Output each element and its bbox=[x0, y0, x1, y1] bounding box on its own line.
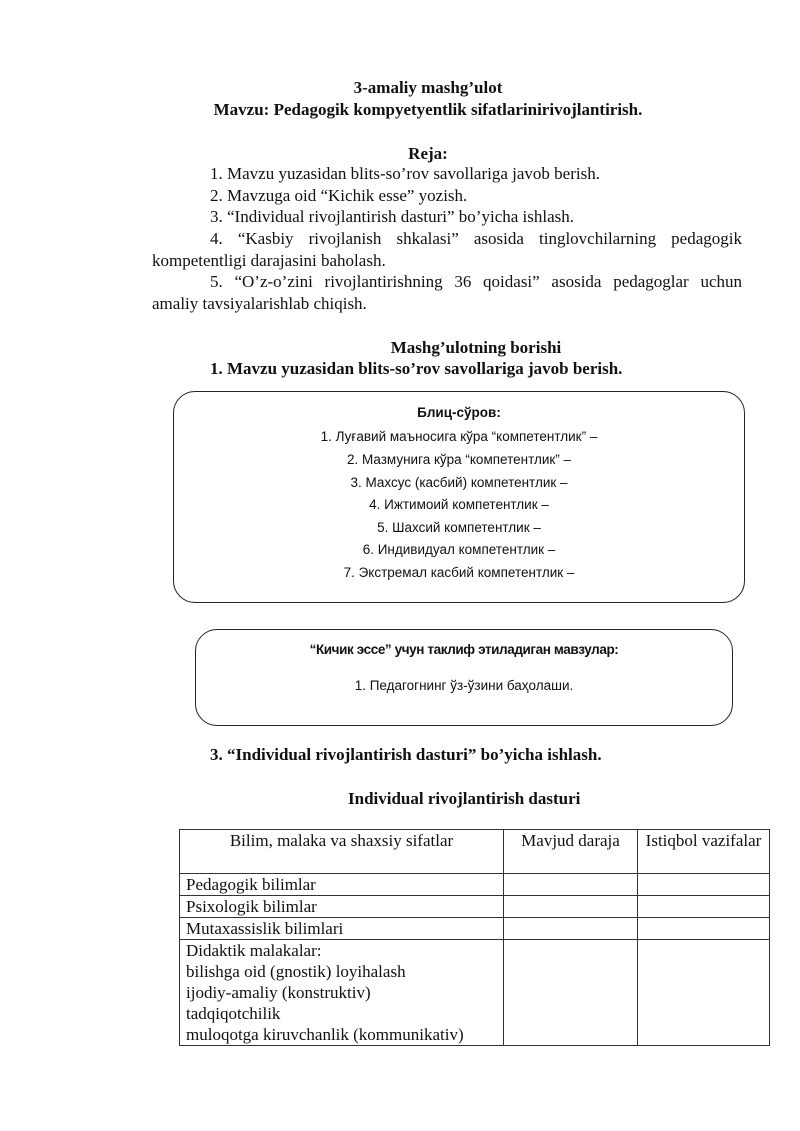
plan-item-4-cont: kompetentligi darajasini baholash. bbox=[152, 251, 386, 270]
blitz-item: 6. Индивидуал компетентлик – bbox=[362, 542, 556, 557]
progress-heading: Mashg’ulotning borishi bbox=[390, 338, 562, 357]
table-cell: Psixologik bilimlar bbox=[180, 896, 504, 918]
plan-item-3: 3. “Individual rivojlantirish dasturi” bo’yicha ishlash. bbox=[210, 207, 575, 226]
program-title: Individual rivojlantirish dasturi bbox=[348, 789, 581, 808]
essay-item: 1. Педагогнинг ўз-ўзини баҳолаши. bbox=[354, 678, 574, 693]
table-cell: Pedagogik bilimlar bbox=[180, 874, 504, 896]
table-row-didactic bbox=[180, 940, 770, 1046]
didactic-line: tadqiqotchilik bbox=[186, 1004, 281, 1023]
table-cell bbox=[504, 874, 638, 896]
didactic-label: Didaktik malakalar: bbox=[186, 941, 322, 960]
table-row bbox=[180, 874, 770, 896]
plan-item-1: 1. Mavzu yuzasidan blits-so’rov savollariga javob berish. bbox=[210, 164, 600, 183]
step-3-heading: 3. “Individual rivojlantirish dasturi” bo’yicha ishlash. bbox=[210, 745, 602, 764]
essay-topics-box bbox=[195, 629, 733, 726]
plan-item-4: 4. “Kasbiy rivojlanish shkalasi” asosida tinglovchilarning pedagogik bbox=[210, 229, 742, 248]
blitz-item: 5. Шахсий компетентлик – bbox=[377, 520, 541, 535]
didactic-line: ijodiy-amaliy (konstruktiv) bbox=[186, 983, 371, 1002]
table-header-row bbox=[180, 830, 770, 874]
topic-heading: Mavzu: Pedagogik kompyetyentlik sifatlarinirivojlantirish. bbox=[213, 100, 643, 119]
plan-heading: Reja: bbox=[408, 144, 448, 163]
didactic-line: muloqotga kiruvchanlik (kommunikativ) bbox=[186, 1025, 464, 1044]
blitz-item: 7. Экстремал касбий компетентлик – bbox=[343, 565, 575, 580]
step-1-heading: 1. Mavzu yuzasidan blits-so’rov savollariga javob berish. bbox=[210, 359, 623, 378]
column-header: Mavjud daraja bbox=[504, 830, 638, 874]
development-program-table bbox=[179, 829, 770, 1046]
blitz-item: 1. Луғавий маъносига кўра “компетентлик” – bbox=[320, 429, 598, 444]
essay-title: “Кичик эссе” учун таклиф этиладиган мавзулар: bbox=[309, 642, 619, 657]
table-row bbox=[180, 918, 770, 940]
table-cell bbox=[504, 896, 638, 918]
table-row bbox=[180, 896, 770, 918]
table-cell bbox=[638, 896, 770, 918]
table-cell: Mutaxassislik bilimlari bbox=[180, 918, 504, 940]
column-header: Istiqbol vazifalar bbox=[638, 830, 770, 874]
table-cell bbox=[180, 940, 504, 1046]
didactic-line: bilishga oid (gnostik) loyihalash bbox=[186, 962, 406, 981]
blitz-item: 3. Махсус (касбий) компетентлик – bbox=[350, 475, 568, 490]
plan-item-2: 2. Mavzuga oid “Kichik esse” yozish. bbox=[210, 186, 468, 205]
page-title: 3-amaliy mashg’ulot bbox=[353, 78, 503, 97]
blitz-question-box bbox=[173, 391, 745, 603]
blitz-item: 4. Ижтимоий компетентлик – bbox=[369, 497, 549, 512]
table-cell bbox=[504, 918, 638, 940]
plan-item-5: 5. “O’z-o’zini rivojlantirishning 36 qoidasi” asosida pedagoglar uchun bbox=[210, 272, 742, 291]
table-cell bbox=[504, 940, 638, 1046]
blitz-item: 2. Мазмунига кўра “компетентлик” – bbox=[346, 452, 572, 467]
column-header: Bilim, malaka va shaxsiy sifatlar bbox=[180, 830, 504, 874]
plan-item-5-cont: amaliy tavsiyalarishlab chiqish. bbox=[152, 294, 367, 313]
table-cell bbox=[638, 874, 770, 896]
blitz-title: Блиц-сўров: bbox=[417, 405, 501, 420]
table-cell bbox=[638, 940, 770, 1046]
table-cell bbox=[638, 918, 770, 940]
